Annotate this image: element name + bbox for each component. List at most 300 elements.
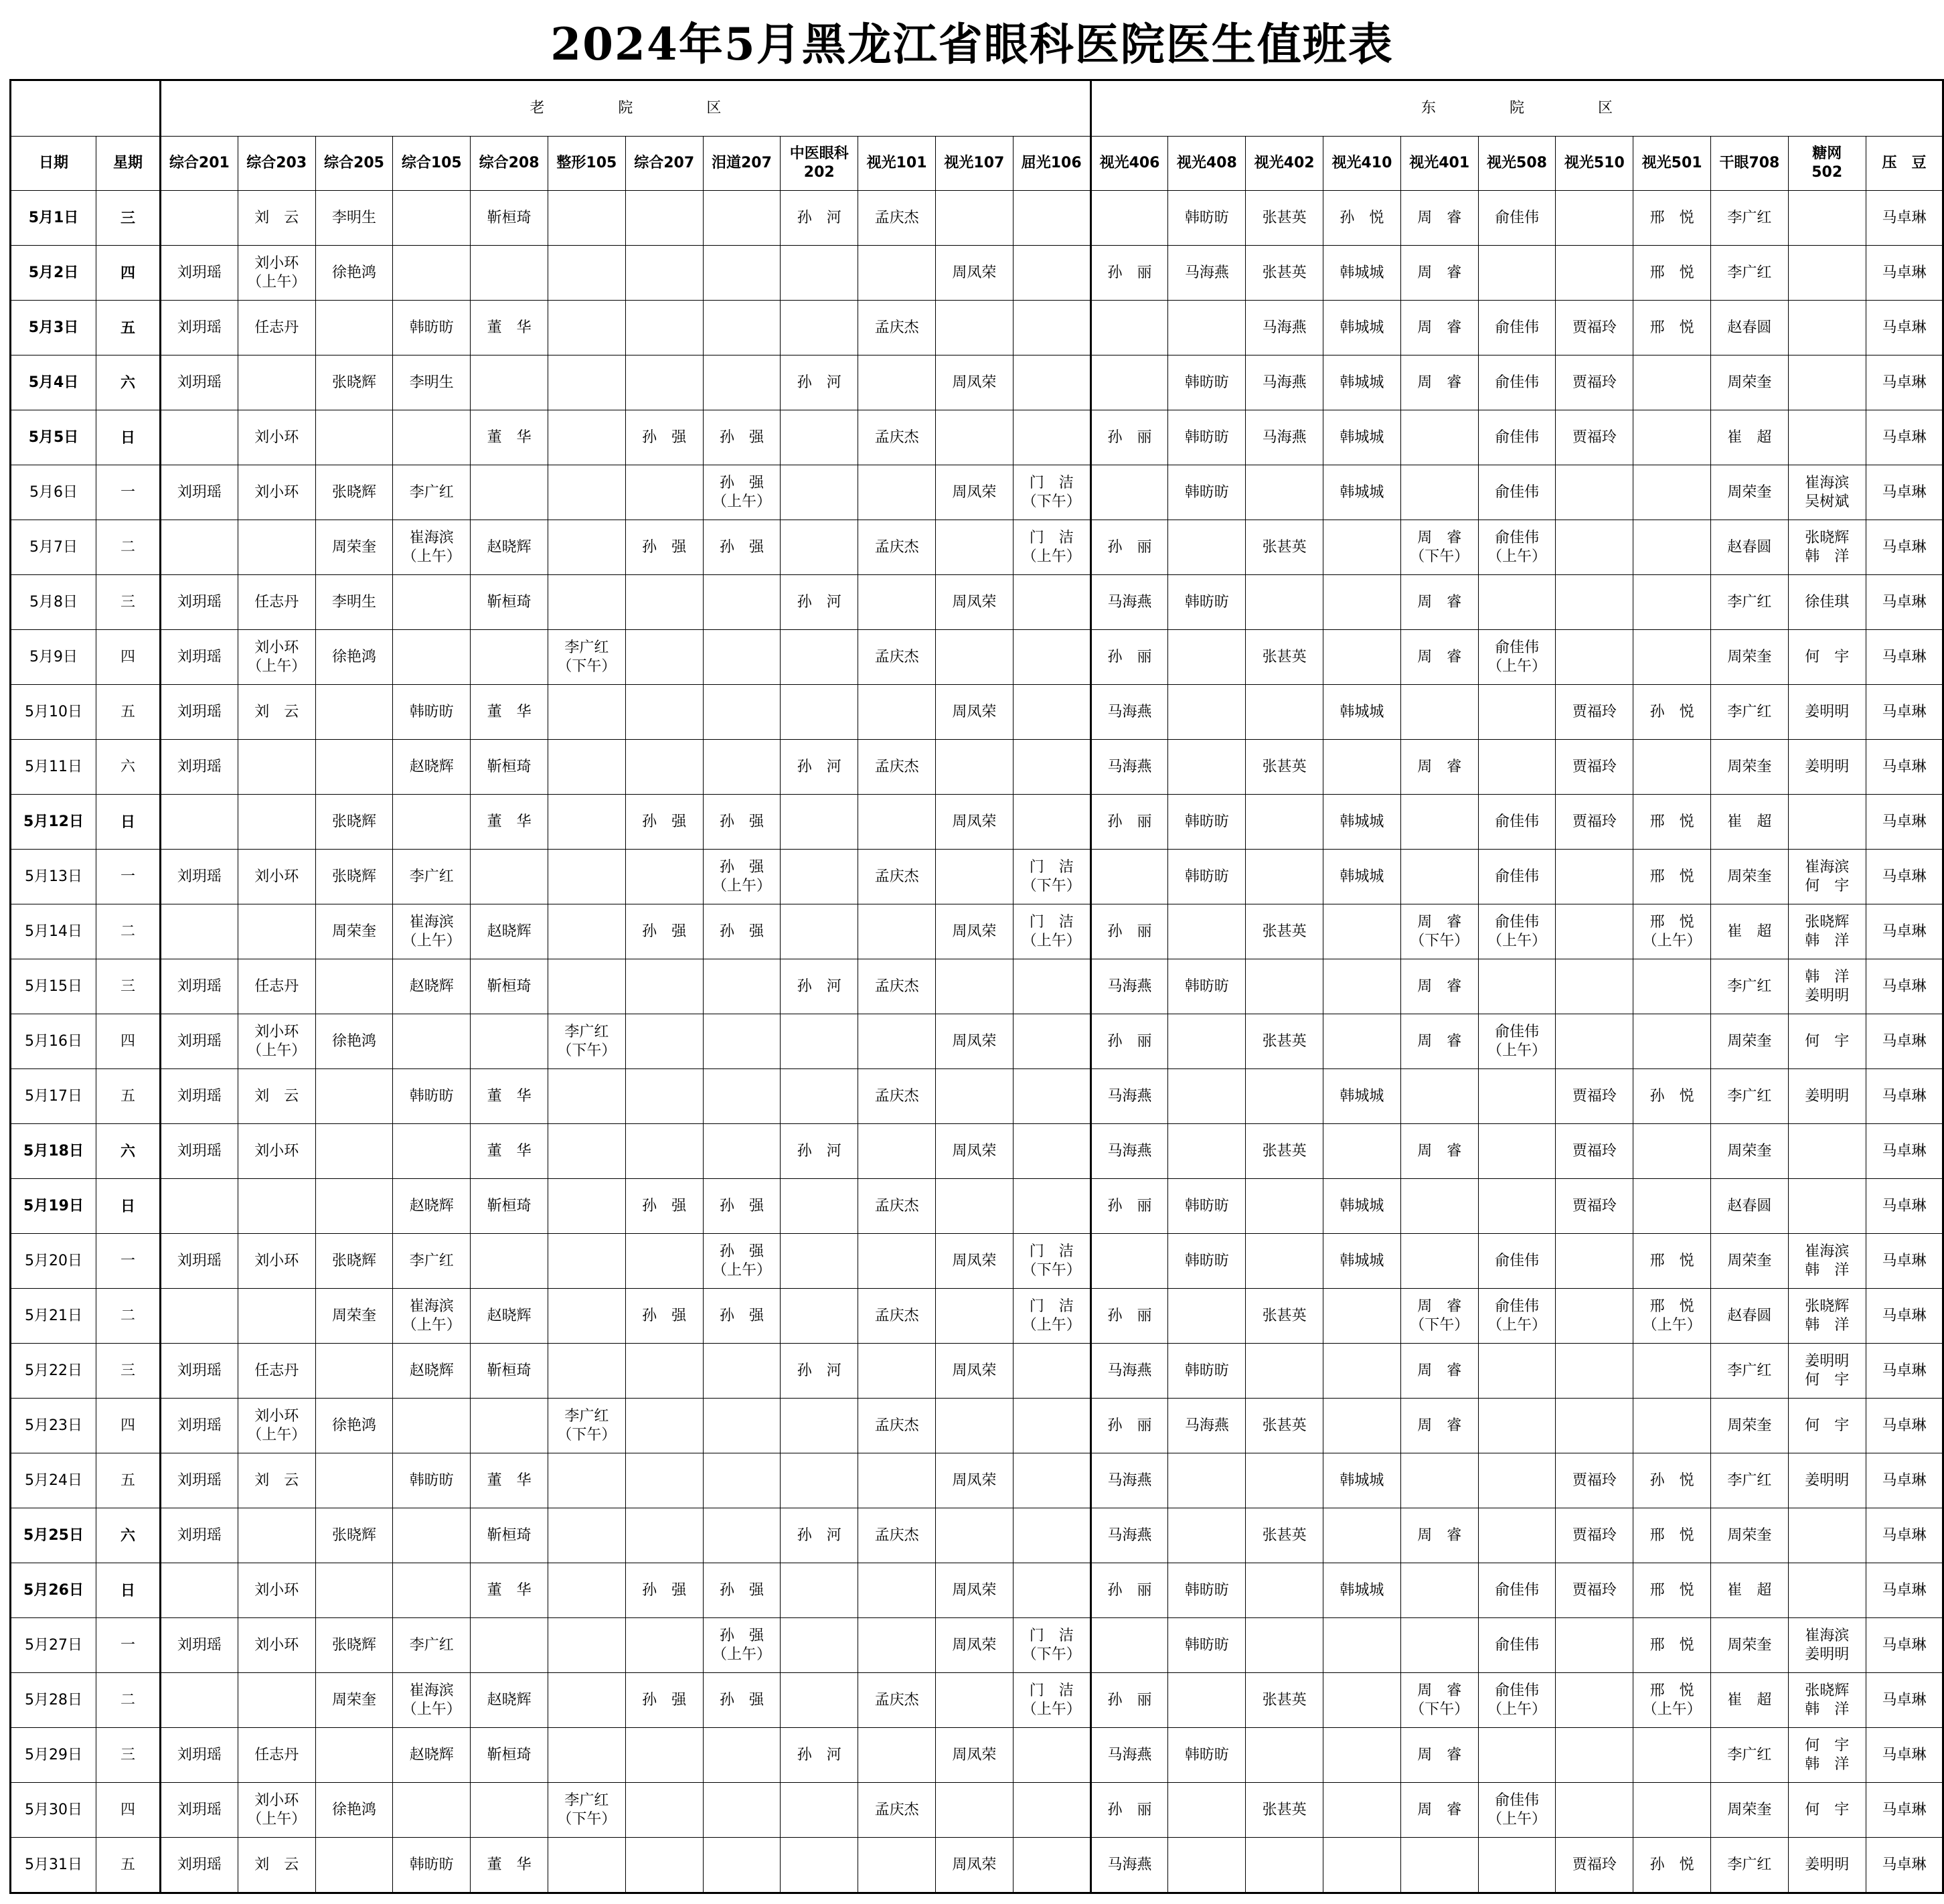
duty-cell xyxy=(1013,355,1090,410)
duty-cell xyxy=(1788,191,1866,246)
duty-cell: 俞佳伟 （上午） xyxy=(1478,1673,1556,1728)
duty-cell xyxy=(1246,1069,1323,1124)
duty-cell: 任志丹 xyxy=(238,1728,315,1783)
duty-cell: 李广红 xyxy=(393,465,471,520)
duty-cell xyxy=(1013,1508,1090,1563)
duty-cell: 刘 云 xyxy=(238,191,315,246)
duty-cell: 董 华 xyxy=(471,1069,548,1124)
duty-cell: 俞佳伟 （上午） xyxy=(1478,520,1556,575)
zone-header-row xyxy=(11,80,1943,137)
zone-east-campus: 东 院 区 xyxy=(1090,80,1943,137)
duty-cell xyxy=(935,740,1013,795)
duty-cell xyxy=(703,1453,781,1508)
duty-cell: 靳桓琦 xyxy=(471,191,548,246)
column-header: 综合105 xyxy=(393,137,471,191)
duty-cell xyxy=(1556,246,1633,301)
duty-cell xyxy=(1633,1728,1711,1783)
duty-cell xyxy=(625,1508,703,1563)
duty-cell xyxy=(781,904,858,959)
duty-cell: 俞佳伟 （上午） xyxy=(1478,1289,1556,1344)
duty-cell: 周 睿 （下午） xyxy=(1400,520,1478,575)
duty-cell: 刘玥瑶 xyxy=(161,1344,238,1399)
duty-cell: 韩城城 xyxy=(1323,301,1401,355)
duty-cell: 孙 强 xyxy=(703,795,781,850)
table-row xyxy=(11,630,1943,685)
duty-cell xyxy=(1013,1344,1090,1399)
duty-cell: 张晓辉 xyxy=(315,1234,393,1289)
duty-cell: 刘玥瑶 xyxy=(161,1618,238,1673)
duty-cell xyxy=(1478,740,1556,795)
duty-cell xyxy=(1633,959,1711,1014)
duty-cell: 周 睿 （下午） xyxy=(1400,904,1478,959)
duty-cell: 孙 河 xyxy=(781,1124,858,1179)
duty-cell xyxy=(1168,1453,1246,1508)
duty-cell: 韩城城 xyxy=(1323,1563,1401,1618)
duty-cell xyxy=(315,1179,393,1234)
duty-cell xyxy=(781,1618,858,1673)
duty-cell xyxy=(781,850,858,904)
duty-cell: 周荣奎 xyxy=(1711,740,1789,795)
duty-roster-table xyxy=(9,79,1944,1894)
duty-cell: 刘小环 xyxy=(238,1234,315,1289)
duty-cell: 马卓琳 xyxy=(1866,191,1943,246)
duty-cell: 韩昉昉 xyxy=(393,1838,471,1893)
duty-cell xyxy=(703,1344,781,1399)
duty-cell: 张甚英 xyxy=(1246,1508,1323,1563)
duty-cell: 李广红 xyxy=(393,1618,471,1673)
duty-cell xyxy=(858,1234,936,1289)
duty-cell: 何 宇 韩 洋 xyxy=(1788,1728,1866,1783)
duty-cell: 邢 悦 （上午） xyxy=(1633,1289,1711,1344)
duty-cell: 邢 悦 xyxy=(1633,191,1711,246)
duty-cell xyxy=(1168,1124,1246,1179)
duty-cell: 赵晓辉 xyxy=(471,1673,548,1728)
duty-cell: 周凤荣 xyxy=(935,1728,1013,1783)
duty-cell xyxy=(935,1783,1013,1838)
duty-cell xyxy=(1013,1453,1090,1508)
duty-cell: 邢 悦 （上午） xyxy=(1633,1673,1711,1728)
duty-cell xyxy=(858,1728,936,1783)
duty-cell: 俞佳伟 （上午） xyxy=(1478,904,1556,959)
weekday-cell: 五 xyxy=(96,685,161,740)
duty-cell: 刘玥瑶 xyxy=(161,1453,238,1508)
duty-cell: 周 睿 xyxy=(1400,1508,1478,1563)
duty-cell xyxy=(393,191,471,246)
duty-cell: 周荣奎 xyxy=(315,1289,393,1344)
duty-cell xyxy=(1323,1728,1401,1783)
duty-cell xyxy=(471,630,548,685)
duty-cell xyxy=(1013,685,1090,740)
duty-cell xyxy=(548,246,625,301)
duty-cell xyxy=(1400,465,1478,520)
duty-cell: 周凤荣 xyxy=(935,246,1013,301)
duty-cell: 董 华 xyxy=(471,685,548,740)
duty-cell xyxy=(1323,1838,1401,1893)
duty-cell: 刘玥瑶 xyxy=(161,630,238,685)
duty-cell: 韩 洋 姜明明 xyxy=(1788,959,1866,1014)
date-cell: 5月23日 xyxy=(11,1399,96,1453)
duty-cell xyxy=(703,1728,781,1783)
duty-cell xyxy=(1556,630,1633,685)
duty-cell: 刘玥瑶 xyxy=(161,1014,238,1069)
duty-cell: 韩昉昉 xyxy=(1168,575,1246,630)
duty-cell: 韩昉昉 xyxy=(1168,959,1246,1014)
duty-cell: 门 洁 （上午） xyxy=(1013,904,1090,959)
duty-cell xyxy=(781,1399,858,1453)
duty-cell xyxy=(315,1728,393,1783)
duty-cell: 孙 河 xyxy=(781,1508,858,1563)
duty-cell: 邢 悦 xyxy=(1633,301,1711,355)
duty-cell: 门 洁 （上午） xyxy=(1013,1673,1090,1728)
duty-cell: 赵晓辉 xyxy=(393,740,471,795)
duty-cell: 俞佳伟 xyxy=(1478,465,1556,520)
duty-cell xyxy=(471,1234,548,1289)
date-cell: 5月4日 xyxy=(11,355,96,410)
duty-cell: 孟庆杰 xyxy=(858,520,936,575)
duty-cell: 马卓琳 xyxy=(1866,1508,1943,1563)
duty-cell: 邢 悦 xyxy=(1633,850,1711,904)
weekday-cell: 五 xyxy=(96,301,161,355)
date-cell: 5月31日 xyxy=(11,1838,96,1893)
duty-cell xyxy=(1323,630,1401,685)
duty-cell xyxy=(1478,1399,1556,1453)
duty-cell: 孙 丽 xyxy=(1090,1673,1168,1728)
duty-cell: 崔 超 xyxy=(1711,795,1789,850)
duty-cell: 邢 悦 xyxy=(1633,1508,1711,1563)
duty-cell: 孙 丽 xyxy=(1090,1783,1168,1838)
duty-cell xyxy=(1400,1234,1478,1289)
duty-cell xyxy=(1633,575,1711,630)
date-cell: 5月16日 xyxy=(11,1014,96,1069)
duty-cell xyxy=(625,246,703,301)
duty-cell: 孙 丽 xyxy=(1090,410,1168,465)
duty-cell xyxy=(1400,1453,1478,1508)
duty-cell: 刘小环 （上午） xyxy=(238,1014,315,1069)
duty-cell xyxy=(781,410,858,465)
weekday-cell: 日 xyxy=(96,795,161,850)
date-cell: 5月11日 xyxy=(11,740,96,795)
duty-cell: 刘小环 （上午） xyxy=(238,1783,315,1838)
duty-cell: 周荣奎 xyxy=(315,904,393,959)
duty-cell: 崔海滨 何 宇 xyxy=(1788,850,1866,904)
duty-cell: 靳桓琦 xyxy=(471,740,548,795)
duty-cell: 马卓琳 xyxy=(1866,465,1943,520)
duty-cell xyxy=(858,1618,936,1673)
duty-cell xyxy=(1090,465,1168,520)
duty-cell: 赵春圆 xyxy=(1711,301,1789,355)
table-row xyxy=(11,685,1943,740)
duty-cell: 周荣奎 xyxy=(1711,1234,1789,1289)
duty-cell: 周 睿 （下午） xyxy=(1400,1289,1478,1344)
duty-cell: 俞佳伟 xyxy=(1478,191,1556,246)
duty-cell: 孟庆杰 xyxy=(858,410,936,465)
weekday-cell: 二 xyxy=(96,520,161,575)
duty-cell xyxy=(703,575,781,630)
duty-cell: 韩昉昉 xyxy=(1168,191,1246,246)
duty-cell: 张甚英 xyxy=(1246,740,1323,795)
weekday-cell: 六 xyxy=(96,355,161,410)
duty-cell: 刘玥瑶 xyxy=(161,465,238,520)
duty-cell: 何 宇 xyxy=(1788,1783,1866,1838)
duty-cell: 任志丹 xyxy=(238,575,315,630)
duty-cell: 孙 河 xyxy=(781,355,858,410)
column-header: 视光410 xyxy=(1323,137,1401,191)
date-cell: 5月3日 xyxy=(11,301,96,355)
duty-cell: 贾福玲 xyxy=(1556,740,1633,795)
duty-cell: 周 睿 xyxy=(1400,1783,1478,1838)
duty-cell: 靳桓琦 xyxy=(471,1344,548,1399)
duty-cell: 马海燕 xyxy=(1090,1069,1168,1124)
duty-cell: 马卓琳 xyxy=(1866,1069,1943,1124)
duty-cell xyxy=(703,191,781,246)
date-cell: 5月25日 xyxy=(11,1508,96,1563)
column-header: 综合203 xyxy=(238,137,315,191)
duty-cell: 孙 悦 xyxy=(1633,685,1711,740)
duty-cell: 周荣奎 xyxy=(1711,1124,1789,1179)
duty-cell: 马卓琳 xyxy=(1866,1838,1943,1893)
table-row xyxy=(11,1563,1943,1618)
duty-cell xyxy=(1246,1728,1323,1783)
duty-cell xyxy=(161,1179,238,1234)
duty-cell xyxy=(1556,1234,1633,1289)
duty-cell: 孙 强 xyxy=(625,1563,703,1618)
duty-cell xyxy=(625,575,703,630)
duty-cell xyxy=(1788,1563,1866,1618)
duty-cell: 李广红 （下午） xyxy=(548,1014,625,1069)
duty-cell xyxy=(1013,1014,1090,1069)
duty-cell xyxy=(1556,520,1633,575)
duty-cell: 周凤荣 xyxy=(935,575,1013,630)
duty-cell: 李广红 xyxy=(1711,1838,1789,1893)
duty-cell: 何 宇 xyxy=(1788,1014,1866,1069)
duty-cell xyxy=(1013,575,1090,630)
duty-cell xyxy=(1168,1673,1246,1728)
duty-cell: 周凤荣 xyxy=(935,1344,1013,1399)
duty-cell xyxy=(1323,1344,1401,1399)
duty-cell xyxy=(1633,740,1711,795)
duty-cell: 贾福玲 xyxy=(1556,355,1633,410)
duty-cell: 马海燕 xyxy=(1168,246,1246,301)
duty-cell xyxy=(1013,740,1090,795)
column-header: 日期 xyxy=(11,137,96,191)
duty-cell: 俞佳伟 （上午） xyxy=(1478,630,1556,685)
duty-cell: 贾福玲 xyxy=(1556,1179,1633,1234)
duty-cell xyxy=(1246,795,1323,850)
duty-cell xyxy=(393,1399,471,1453)
duty-cell xyxy=(548,795,625,850)
duty-cell xyxy=(1168,1508,1246,1563)
duty-cell: 孙 强 xyxy=(703,1289,781,1344)
weekday-cell: 六 xyxy=(96,1508,161,1563)
duty-cell: 刘小环 xyxy=(238,465,315,520)
duty-cell xyxy=(548,1673,625,1728)
duty-cell: 孙 丽 xyxy=(1090,795,1168,850)
duty-cell xyxy=(1246,1344,1323,1399)
duty-cell: 马卓琳 xyxy=(1866,1124,1943,1179)
duty-cell xyxy=(1323,1673,1401,1728)
duty-cell xyxy=(1323,740,1401,795)
duty-cell: 孙 强 xyxy=(703,1673,781,1728)
date-cell: 5月14日 xyxy=(11,904,96,959)
duty-cell: 靳桓琦 xyxy=(471,1728,548,1783)
weekday-cell: 四 xyxy=(96,630,161,685)
duty-cell: 刘 云 xyxy=(238,1838,315,1893)
duty-cell: 刘小环 xyxy=(238,1124,315,1179)
duty-cell: 马海燕 xyxy=(1090,1508,1168,1563)
column-header: 中医眼科 202 xyxy=(781,137,858,191)
duty-cell: 崔 超 xyxy=(1711,1673,1789,1728)
duty-cell: 孙 强 xyxy=(625,795,703,850)
duty-cell xyxy=(548,1344,625,1399)
duty-cell: 刘玥瑶 xyxy=(161,685,238,740)
duty-cell: 刘玥瑶 xyxy=(161,1728,238,1783)
duty-cell: 邢 悦 xyxy=(1633,246,1711,301)
date-cell: 5月10日 xyxy=(11,685,96,740)
duty-cell xyxy=(548,740,625,795)
duty-cell: 韩昉昉 xyxy=(1168,1728,1246,1783)
duty-cell: 赵晓辉 xyxy=(393,1344,471,1399)
duty-cell: 马海燕 xyxy=(1090,1124,1168,1179)
duty-cell: 孙 强 xyxy=(625,520,703,575)
duty-cell: 孙 强 （上午） xyxy=(703,465,781,520)
duty-cell: 马卓琳 xyxy=(1866,355,1943,410)
duty-cell xyxy=(1556,959,1633,1014)
duty-cell: 张晓辉 xyxy=(315,1618,393,1673)
duty-cell xyxy=(548,575,625,630)
duty-cell: 赵春圆 xyxy=(1711,520,1789,575)
duty-cell: 徐艳鸿 xyxy=(315,1783,393,1838)
table-row xyxy=(11,1673,1943,1728)
weekday-cell: 五 xyxy=(96,1069,161,1124)
duty-cell: 刘玥瑶 xyxy=(161,850,238,904)
duty-cell xyxy=(548,685,625,740)
duty-cell: 李广红 xyxy=(1711,1344,1789,1399)
duty-cell: 孟庆杰 xyxy=(858,630,936,685)
date-cell: 5月26日 xyxy=(11,1563,96,1618)
duty-cell xyxy=(625,1453,703,1508)
duty-cell: 邢 悦 xyxy=(1633,795,1711,850)
date-cell: 5月1日 xyxy=(11,191,96,246)
duty-cell: 周 睿 xyxy=(1400,630,1478,685)
duty-cell: 马卓琳 xyxy=(1866,795,1943,850)
column-header-row xyxy=(11,137,1943,191)
duty-cell: 周凤荣 xyxy=(935,1453,1013,1508)
duty-cell: 周凤荣 xyxy=(935,355,1013,410)
duty-cell xyxy=(625,1838,703,1893)
duty-cell xyxy=(625,959,703,1014)
duty-cell: 韩昉昉 xyxy=(1168,1618,1246,1673)
duty-cell: 周荣奎 xyxy=(1711,1508,1789,1563)
duty-cell: 孟庆杰 xyxy=(858,1069,936,1124)
duty-cell: 刘 云 xyxy=(238,685,315,740)
duty-cell xyxy=(858,465,936,520)
duty-cell: 马卓琳 xyxy=(1866,410,1943,465)
duty-cell xyxy=(1400,1179,1478,1234)
duty-cell xyxy=(1168,630,1246,685)
duty-cell xyxy=(1556,1673,1633,1728)
duty-cell xyxy=(1323,520,1401,575)
duty-cell: 俞佳伟 xyxy=(1478,355,1556,410)
duty-cell xyxy=(1246,1453,1323,1508)
weekday-cell: 日 xyxy=(96,410,161,465)
duty-cell xyxy=(1633,355,1711,410)
duty-cell: 刘小环 （上午） xyxy=(238,1399,315,1453)
duty-cell: 孙 河 xyxy=(781,575,858,630)
duty-cell: 马海燕 xyxy=(1090,1344,1168,1399)
duty-cell: 张甚英 xyxy=(1246,1289,1323,1344)
duty-cell xyxy=(1168,1838,1246,1893)
duty-cell: 孙 强 xyxy=(625,410,703,465)
duty-cell xyxy=(781,1289,858,1344)
duty-cell xyxy=(1168,1069,1246,1124)
duty-cell: 韩城城 xyxy=(1323,465,1401,520)
duty-cell xyxy=(1633,1179,1711,1234)
column-header: 视光408 xyxy=(1168,137,1246,191)
weekday-cell: 一 xyxy=(96,1618,161,1673)
duty-cell xyxy=(1090,850,1168,904)
duty-cell xyxy=(548,1508,625,1563)
weekday-cell: 二 xyxy=(96,1289,161,1344)
duty-cell: 门 洁 （下午） xyxy=(1013,465,1090,520)
duty-cell xyxy=(781,1673,858,1728)
duty-cell: 周 睿 xyxy=(1400,1124,1478,1179)
weekday-cell: 四 xyxy=(96,1014,161,1069)
duty-cell xyxy=(548,1838,625,1893)
duty-cell xyxy=(625,465,703,520)
table-row xyxy=(11,1728,1943,1783)
duty-cell: 贾福玲 xyxy=(1556,1069,1633,1124)
duty-cell: 邢 悦 xyxy=(1633,1234,1711,1289)
duty-cell: 贾福玲 xyxy=(1556,1563,1633,1618)
duty-cell: 周荣奎 xyxy=(1711,850,1789,904)
duty-cell: 张晓辉 xyxy=(315,465,393,520)
duty-cell: 韩城城 xyxy=(1323,1179,1401,1234)
weekday-cell: 六 xyxy=(96,740,161,795)
date-cell: 5月2日 xyxy=(11,246,96,301)
duty-cell: 韩昉昉 xyxy=(393,685,471,740)
duty-cell: 周荣奎 xyxy=(315,1673,393,1728)
duty-cell: 孙 强 （上午） xyxy=(703,1618,781,1673)
duty-cell xyxy=(935,520,1013,575)
duty-cell xyxy=(1788,301,1866,355)
duty-cell: 孙 河 xyxy=(781,191,858,246)
duty-cell xyxy=(238,904,315,959)
table-row xyxy=(11,355,1943,410)
duty-cell xyxy=(471,1783,548,1838)
duty-cell xyxy=(1013,1783,1090,1838)
duty-cell: 周 睿 xyxy=(1400,575,1478,630)
duty-cell xyxy=(548,1124,625,1179)
duty-cell: 马卓琳 xyxy=(1866,1234,1943,1289)
duty-cell xyxy=(1400,410,1478,465)
duty-cell xyxy=(1323,959,1401,1014)
duty-cell xyxy=(1323,1124,1401,1179)
duty-cell xyxy=(238,1508,315,1563)
duty-cell xyxy=(471,355,548,410)
duty-cell: 韩昉昉 xyxy=(1168,850,1246,904)
duty-cell xyxy=(1013,959,1090,1014)
weekday-cell: 三 xyxy=(96,1344,161,1399)
duty-cell: 孙 强 xyxy=(625,1289,703,1344)
duty-cell xyxy=(703,630,781,685)
duty-cell xyxy=(1788,1179,1866,1234)
duty-cell: 孙 丽 xyxy=(1090,1289,1168,1344)
weekday-cell: 一 xyxy=(96,1234,161,1289)
duty-cell: 贾福玲 xyxy=(1556,1838,1633,1893)
duty-cell xyxy=(1013,410,1090,465)
duty-cell xyxy=(1788,246,1866,301)
duty-cell: 张晓辉 韩 洋 xyxy=(1788,1289,1866,1344)
